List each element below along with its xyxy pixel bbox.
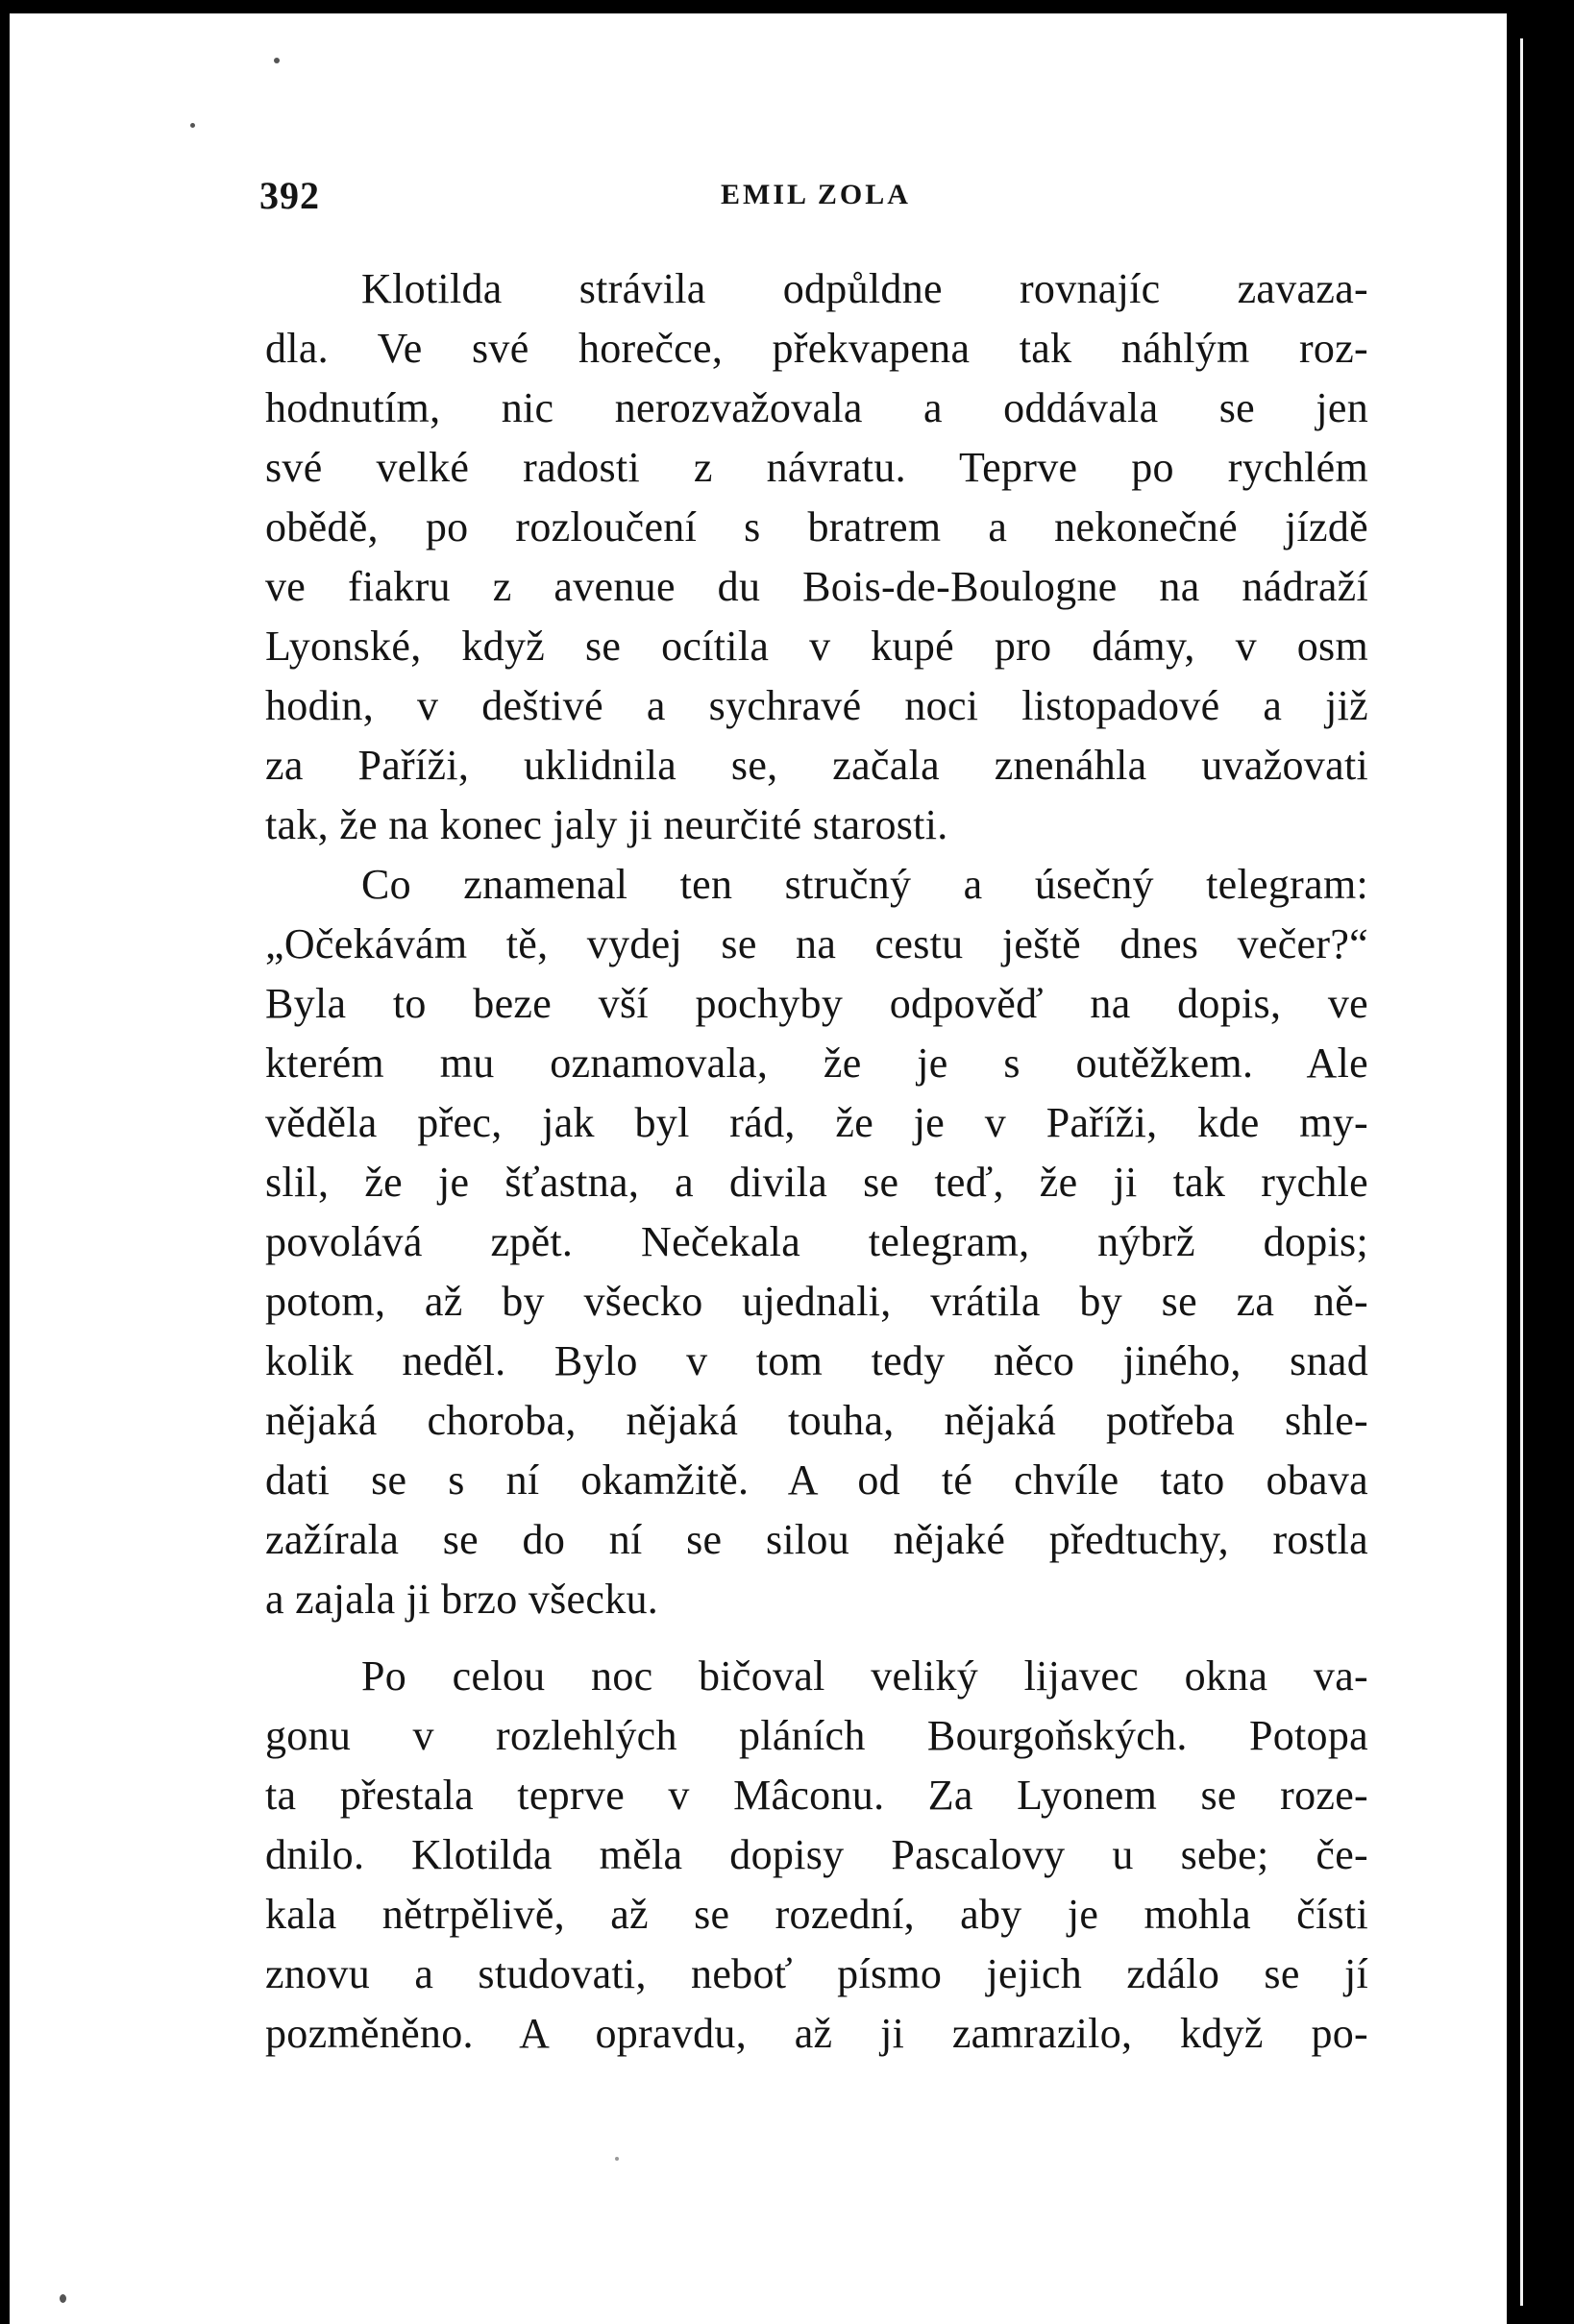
text-line: ve fiakru z avenue du Bois-de-Boulogne na nádraží xyxy=(265,563,1368,610)
text-line: Co znamenal ten stručný a úsečný telegram: xyxy=(361,861,1368,908)
text-line: nějaká choroba, nějaká touha, nějaká potřeba shle- xyxy=(265,1397,1368,1444)
running-title: EMIL ZOLA xyxy=(721,179,911,210)
text-line: obědě, po rozloučení s bratrem a nekonečné jízdě xyxy=(265,503,1368,550)
text-line: hodin, v deštivé a sychravé noci listopadové a již xyxy=(265,682,1368,729)
scan-border-top xyxy=(0,0,1574,13)
text-line: a zajala ji brzo všecku. xyxy=(265,1576,659,1623)
body-text xyxy=(265,259,1368,2064)
text-line: slil, že je šťastna, a divila se teď, že ji tak rychle xyxy=(265,1159,1368,1206)
text-line: potom, až by všecko ujednali, vrátila by se za ně- xyxy=(265,1278,1368,1325)
text-line: ta přestala teprve v Mâconu. Za Lyonem se roze- xyxy=(265,1772,1368,1819)
text-line: tak, že na konec jaly ji neurčité starosti. xyxy=(265,801,948,848)
scan-border-right xyxy=(1507,0,1574,2324)
text-line: povolává zpět. Nečekala telegram, nýbrž dopis; xyxy=(265,1218,1368,1265)
text-line: gonu v rozlehlých pláních Bourgoňských. Potopa xyxy=(265,1712,1368,1759)
paragraph-gap xyxy=(265,1629,1368,1647)
text-line: Byla to beze vší pochyby odpověď na dopis, ve xyxy=(265,980,1368,1027)
text-line: Klotilda strávila odpůldne rovnajíc zavaza- xyxy=(361,265,1368,312)
text-line: věděla přec, jak byl rád, že je v Paříži, kde my- xyxy=(265,1099,1368,1146)
text-line: kolik neděl. Bylo v tom tedy něco jiného, snad xyxy=(265,1337,1368,1384)
text-line: znovu a studovati, neboť písmo jejich zdálo se jí xyxy=(265,1950,1368,1997)
text-line: zažírala se do ní se silou nějaké předtuchy, rostla xyxy=(265,1516,1368,1563)
paragraph-2 xyxy=(265,855,1368,1629)
page-gutter-edge xyxy=(1520,38,1523,2306)
text-line: dnilo. Klotilda měla dopisy Pascalovy u sebe; če- xyxy=(265,1831,1368,1878)
paragraph-1 xyxy=(265,259,1368,855)
scan-speck xyxy=(274,58,280,63)
text-line: hodnutím, nic nerozvažovala a oddávala se jen xyxy=(265,384,1368,431)
text-line: kterém mu oznamovala, že je s outěžkem. Ale xyxy=(265,1040,1368,1087)
text-line: „Očekávám tě, vydej se na cestu ještě dnes večer?“ xyxy=(265,920,1368,967)
running-header xyxy=(259,173,1374,221)
text-line: kala nětrpělivě, až se rozední, aby je mohla čísti xyxy=(265,1891,1368,1938)
text-line: své velké radosti z návratu. Teprve po rychlém xyxy=(265,444,1368,491)
page-number: 392 xyxy=(259,174,320,217)
text-line: dla. Ve své horečce, překvapena tak náhlým roz- xyxy=(265,325,1368,372)
text-line: pozměněno. A opravdu, až ji zamrazilo, když po- xyxy=(265,2010,1368,2057)
paragraph-3 xyxy=(265,1647,1368,2064)
text-line: za Paříži, uklidnila se, začala znenáhla uvažovati xyxy=(265,742,1368,789)
scan-border-left xyxy=(0,0,10,2324)
scan-speck xyxy=(60,2294,66,2303)
text-line: Lyonské, když se ocítila v kupé pro dámy, v osm xyxy=(265,623,1368,670)
scan-speck xyxy=(615,2157,619,2161)
scan-speck xyxy=(190,123,195,128)
text-line: Po celou noc bičoval veliký lijavec okna va- xyxy=(361,1652,1368,1700)
text-line: dati se s ní okamžitě. A od té chvíle tato obava xyxy=(265,1456,1368,1504)
